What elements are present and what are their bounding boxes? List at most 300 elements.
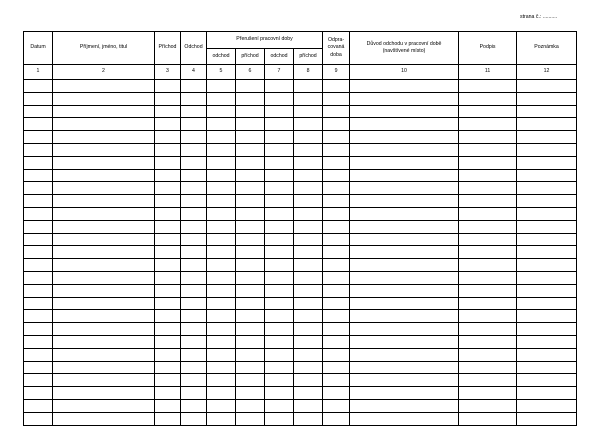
table-cell[interactable]: [236, 259, 265, 272]
table-cell[interactable]: [517, 195, 577, 208]
table-cell[interactable]: [350, 156, 459, 169]
table-cell[interactable]: [181, 143, 207, 156]
table-cell[interactable]: [350, 105, 459, 118]
table-cell[interactable]: [236, 412, 265, 425]
table-cell[interactable]: [207, 259, 236, 272]
table-cell[interactable]: [181, 156, 207, 169]
table-cell[interactable]: [24, 335, 53, 348]
table-cell[interactable]: [24, 92, 53, 105]
table-cell[interactable]: [53, 207, 155, 220]
table-cell[interactable]: [207, 323, 236, 336]
table-cell[interactable]: [265, 118, 294, 131]
table-cell[interactable]: [350, 310, 459, 323]
table-cell[interactable]: [155, 182, 181, 195]
table-cell[interactable]: [517, 182, 577, 195]
table-cell[interactable]: [155, 246, 181, 259]
table-cell[interactable]: [53, 399, 155, 412]
table-cell[interactable]: [207, 220, 236, 233]
table-cell[interactable]: [236, 348, 265, 361]
table-cell[interactable]: [459, 92, 517, 105]
table-cell[interactable]: [24, 323, 53, 336]
table-cell[interactable]: [517, 310, 577, 323]
table-cell[interactable]: [53, 412, 155, 425]
table-cell[interactable]: [53, 387, 155, 400]
table-cell[interactable]: [294, 412, 323, 425]
table-cell[interactable]: [350, 259, 459, 272]
table-cell[interactable]: [265, 387, 294, 400]
table-cell[interactable]: [155, 105, 181, 118]
table-cell[interactable]: [265, 92, 294, 105]
table-cell[interactable]: [517, 220, 577, 233]
table-cell[interactable]: [459, 271, 517, 284]
table-cell[interactable]: [155, 169, 181, 182]
table-cell[interactable]: [350, 284, 459, 297]
table-cell[interactable]: [207, 118, 236, 131]
table-cell[interactable]: [155, 310, 181, 323]
table-cell[interactable]: [350, 348, 459, 361]
table-cell[interactable]: [459, 297, 517, 310]
table-cell[interactable]: [459, 361, 517, 374]
table-cell[interactable]: [53, 233, 155, 246]
table-cell[interactable]: [265, 143, 294, 156]
table-cell[interactable]: [181, 182, 207, 195]
table-cell[interactable]: [24, 246, 53, 259]
table-cell[interactable]: [323, 80, 350, 93]
table-cell[interactable]: [459, 182, 517, 195]
table-cell[interactable]: [517, 271, 577, 284]
table-cell[interactable]: [350, 387, 459, 400]
table-cell[interactable]: [207, 233, 236, 246]
table-cell[interactable]: [265, 220, 294, 233]
table-cell[interactable]: [181, 374, 207, 387]
table-cell[interactable]: [236, 156, 265, 169]
table-cell[interactable]: [517, 169, 577, 182]
table-cell[interactable]: [323, 374, 350, 387]
table-cell[interactable]: [207, 207, 236, 220]
table-cell[interactable]: [24, 399, 53, 412]
table-cell[interactable]: [265, 156, 294, 169]
table-cell[interactable]: [236, 92, 265, 105]
table-cell[interactable]: [350, 323, 459, 336]
table-cell[interactable]: [517, 335, 577, 348]
table-cell[interactable]: [181, 310, 207, 323]
table-cell[interactable]: [24, 220, 53, 233]
table-cell[interactable]: [53, 271, 155, 284]
table-cell[interactable]: [350, 182, 459, 195]
table-cell[interactable]: [181, 335, 207, 348]
table-cell[interactable]: [155, 399, 181, 412]
table-cell[interactable]: [459, 143, 517, 156]
table-cell[interactable]: [181, 323, 207, 336]
table-cell[interactable]: [459, 195, 517, 208]
table-cell[interactable]: [181, 361, 207, 374]
table-cell[interactable]: [350, 118, 459, 131]
table-cell[interactable]: [350, 246, 459, 259]
table-cell[interactable]: [155, 195, 181, 208]
table-cell[interactable]: [207, 374, 236, 387]
table-cell[interactable]: [236, 233, 265, 246]
table-cell[interactable]: [207, 399, 236, 412]
table-cell[interactable]: [459, 118, 517, 131]
table-cell[interactable]: [236, 105, 265, 118]
table-cell[interactable]: [181, 387, 207, 400]
table-cell[interactable]: [53, 182, 155, 195]
table-cell[interactable]: [207, 131, 236, 144]
table-cell[interactable]: [155, 412, 181, 425]
table-cell[interactable]: [459, 233, 517, 246]
table-cell[interactable]: [459, 348, 517, 361]
table-cell[interactable]: [155, 143, 181, 156]
table-cell[interactable]: [24, 310, 53, 323]
table-cell[interactable]: [24, 348, 53, 361]
table-cell[interactable]: [24, 105, 53, 118]
table-cell[interactable]: [181, 118, 207, 131]
table-cell[interactable]: [155, 207, 181, 220]
table-cell[interactable]: [53, 361, 155, 374]
table-cell[interactable]: [53, 169, 155, 182]
table-cell[interactable]: [236, 80, 265, 93]
table-cell[interactable]: [459, 399, 517, 412]
table-cell[interactable]: [350, 220, 459, 233]
table-cell[interactable]: [236, 284, 265, 297]
table-cell[interactable]: [294, 182, 323, 195]
table-cell[interactable]: [323, 297, 350, 310]
table-cell[interactable]: [459, 246, 517, 259]
table-cell[interactable]: [350, 233, 459, 246]
table-cell[interactable]: [24, 387, 53, 400]
table-cell[interactable]: [265, 259, 294, 272]
table-cell[interactable]: [207, 246, 236, 259]
table-cell[interactable]: [53, 335, 155, 348]
table-cell[interactable]: [207, 195, 236, 208]
table-cell[interactable]: [155, 387, 181, 400]
table-cell[interactable]: [155, 361, 181, 374]
table-cell[interactable]: [459, 169, 517, 182]
table-cell[interactable]: [294, 374, 323, 387]
table-cell[interactable]: [236, 361, 265, 374]
table-cell[interactable]: [517, 297, 577, 310]
table-cell[interactable]: [53, 80, 155, 93]
table-cell[interactable]: [265, 182, 294, 195]
table-cell[interactable]: [181, 297, 207, 310]
table-cell[interactable]: [265, 195, 294, 208]
table-cell[interactable]: [265, 131, 294, 144]
table-cell[interactable]: [181, 169, 207, 182]
table-cell[interactable]: [53, 297, 155, 310]
table-cell[interactable]: [517, 374, 577, 387]
table-cell[interactable]: [155, 92, 181, 105]
table-cell[interactable]: [181, 195, 207, 208]
table-cell[interactable]: [236, 399, 265, 412]
table-cell[interactable]: [24, 412, 53, 425]
table-cell[interactable]: [155, 348, 181, 361]
table-cell[interactable]: [350, 374, 459, 387]
table-cell[interactable]: [265, 412, 294, 425]
table-cell[interactable]: [323, 387, 350, 400]
table-cell[interactable]: [350, 195, 459, 208]
table-cell[interactable]: [53, 118, 155, 131]
table-cell[interactable]: [24, 207, 53, 220]
table-cell[interactable]: [517, 92, 577, 105]
table-cell[interactable]: [181, 246, 207, 259]
table-cell[interactable]: [155, 284, 181, 297]
table-cell[interactable]: [294, 348, 323, 361]
table-cell[interactable]: [155, 259, 181, 272]
table-cell[interactable]: [236, 195, 265, 208]
table-cell[interactable]: [294, 80, 323, 93]
table-cell[interactable]: [459, 284, 517, 297]
table-cell[interactable]: [24, 182, 53, 195]
table-cell[interactable]: [155, 233, 181, 246]
table-cell[interactable]: [265, 335, 294, 348]
table-cell[interactable]: [459, 105, 517, 118]
table-cell[interactable]: [24, 361, 53, 374]
table-cell[interactable]: [294, 92, 323, 105]
table-cell[interactable]: [294, 143, 323, 156]
table-cell[interactable]: [155, 297, 181, 310]
table-cell[interactable]: [294, 297, 323, 310]
table-cell[interactable]: [265, 207, 294, 220]
table-cell[interactable]: [265, 374, 294, 387]
table-cell[interactable]: [517, 387, 577, 400]
table-cell[interactable]: [517, 246, 577, 259]
table-cell[interactable]: [294, 323, 323, 336]
table-cell[interactable]: [155, 374, 181, 387]
table-cell[interactable]: [155, 156, 181, 169]
table-cell[interactable]: [517, 259, 577, 272]
table-cell[interactable]: [207, 80, 236, 93]
table-cell[interactable]: [517, 412, 577, 425]
table-cell[interactable]: [181, 271, 207, 284]
table-cell[interactable]: [517, 233, 577, 246]
table-cell[interactable]: [459, 412, 517, 425]
table-cell[interactable]: [323, 131, 350, 144]
table-cell[interactable]: [53, 246, 155, 259]
table-cell[interactable]: [350, 271, 459, 284]
table-cell[interactable]: [323, 118, 350, 131]
table-cell[interactable]: [265, 361, 294, 374]
table-cell[interactable]: [323, 361, 350, 374]
table-cell[interactable]: [323, 105, 350, 118]
table-cell[interactable]: [517, 131, 577, 144]
table-cell[interactable]: [24, 297, 53, 310]
table-cell[interactable]: [24, 143, 53, 156]
table-cell[interactable]: [24, 169, 53, 182]
table-cell[interactable]: [517, 399, 577, 412]
table-cell[interactable]: [53, 323, 155, 336]
table-cell[interactable]: [265, 105, 294, 118]
table-cell[interactable]: [24, 156, 53, 169]
table-cell[interactable]: [459, 335, 517, 348]
table-cell[interactable]: [294, 310, 323, 323]
table-cell[interactable]: [294, 195, 323, 208]
table-cell[interactable]: [181, 207, 207, 220]
table-cell[interactable]: [517, 361, 577, 374]
table-cell[interactable]: [323, 348, 350, 361]
table-cell[interactable]: [294, 118, 323, 131]
table-cell[interactable]: [155, 271, 181, 284]
table-cell[interactable]: [236, 169, 265, 182]
table-cell[interactable]: [236, 271, 265, 284]
table-cell[interactable]: [24, 374, 53, 387]
table-cell[interactable]: [53, 195, 155, 208]
table-cell[interactable]: [236, 246, 265, 259]
table-cell[interactable]: [294, 233, 323, 246]
table-cell[interactable]: [207, 335, 236, 348]
table-cell[interactable]: [24, 233, 53, 246]
table-cell[interactable]: [323, 284, 350, 297]
table-cell[interactable]: [24, 80, 53, 93]
table-cell[interactable]: [155, 323, 181, 336]
table-cell[interactable]: [53, 105, 155, 118]
table-cell[interactable]: [24, 131, 53, 144]
table-cell[interactable]: [323, 310, 350, 323]
table-cell[interactable]: [207, 361, 236, 374]
table-cell[interactable]: [181, 220, 207, 233]
table-cell[interactable]: [294, 105, 323, 118]
table-cell[interactable]: [207, 156, 236, 169]
table-cell[interactable]: [207, 348, 236, 361]
table-cell[interactable]: [155, 118, 181, 131]
table-cell[interactable]: [294, 259, 323, 272]
table-cell[interactable]: [323, 195, 350, 208]
table-cell[interactable]: [323, 143, 350, 156]
table-cell[interactable]: [207, 310, 236, 323]
table-cell[interactable]: [207, 169, 236, 182]
table-cell[interactable]: [236, 335, 265, 348]
table-cell[interactable]: [517, 323, 577, 336]
table-cell[interactable]: [517, 80, 577, 93]
table-cell[interactable]: [350, 92, 459, 105]
table-cell[interactable]: [517, 284, 577, 297]
table-cell[interactable]: [181, 233, 207, 246]
table-cell[interactable]: [181, 80, 207, 93]
table-cell[interactable]: [24, 118, 53, 131]
table-cell[interactable]: [53, 131, 155, 144]
table-cell[interactable]: [265, 297, 294, 310]
table-cell[interactable]: [207, 284, 236, 297]
table-cell[interactable]: [517, 348, 577, 361]
table-cell[interactable]: [350, 361, 459, 374]
table-cell[interactable]: [294, 156, 323, 169]
table-cell[interactable]: [265, 284, 294, 297]
table-cell[interactable]: [265, 246, 294, 259]
table-cell[interactable]: [265, 399, 294, 412]
table-cell[interactable]: [350, 207, 459, 220]
table-cell[interactable]: [459, 310, 517, 323]
table-cell[interactable]: [323, 92, 350, 105]
table-cell[interactable]: [350, 169, 459, 182]
table-cell[interactable]: [350, 297, 459, 310]
table-cell[interactable]: [517, 156, 577, 169]
table-cell[interactable]: [294, 220, 323, 233]
table-cell[interactable]: [236, 374, 265, 387]
table-cell[interactable]: [53, 310, 155, 323]
table-cell[interactable]: [323, 335, 350, 348]
table-cell[interactable]: [155, 80, 181, 93]
table-cell[interactable]: [459, 207, 517, 220]
table-cell[interactable]: [459, 131, 517, 144]
table-cell[interactable]: [207, 143, 236, 156]
table-cell[interactable]: [181, 92, 207, 105]
table-cell[interactable]: [53, 348, 155, 361]
table-cell[interactable]: [181, 284, 207, 297]
table-cell[interactable]: [53, 156, 155, 169]
table-cell[interactable]: [265, 169, 294, 182]
table-cell[interactable]: [207, 412, 236, 425]
table-cell[interactable]: [323, 207, 350, 220]
table-cell[interactable]: [459, 156, 517, 169]
table-cell[interactable]: [323, 169, 350, 182]
table-cell[interactable]: [181, 105, 207, 118]
table-cell[interactable]: [207, 271, 236, 284]
table-cell[interactable]: [294, 284, 323, 297]
table-cell[interactable]: [155, 335, 181, 348]
table-cell[interactable]: [323, 259, 350, 272]
table-cell[interactable]: [236, 310, 265, 323]
table-cell[interactable]: [236, 220, 265, 233]
table-cell[interactable]: [24, 271, 53, 284]
table-cell[interactable]: [294, 399, 323, 412]
table-cell[interactable]: [517, 118, 577, 131]
table-cell[interactable]: [53, 284, 155, 297]
table-cell[interactable]: [459, 323, 517, 336]
table-cell[interactable]: [294, 246, 323, 259]
table-cell[interactable]: [517, 143, 577, 156]
table-cell[interactable]: [294, 271, 323, 284]
table-cell[interactable]: [323, 399, 350, 412]
table-cell[interactable]: [236, 143, 265, 156]
table-cell[interactable]: [350, 131, 459, 144]
table-cell[interactable]: [236, 297, 265, 310]
table-cell[interactable]: [207, 297, 236, 310]
table-cell[interactable]: [236, 131, 265, 144]
table-cell[interactable]: [294, 169, 323, 182]
table-cell[interactable]: [207, 105, 236, 118]
table-cell[interactable]: [181, 412, 207, 425]
table-cell[interactable]: [181, 259, 207, 272]
table-cell[interactable]: [459, 374, 517, 387]
table-cell[interactable]: [236, 323, 265, 336]
table-cell[interactable]: [323, 323, 350, 336]
table-cell[interactable]: [24, 195, 53, 208]
table-cell[interactable]: [181, 348, 207, 361]
table-cell[interactable]: [459, 259, 517, 272]
table-cell[interactable]: [265, 80, 294, 93]
table-cell[interactable]: [459, 387, 517, 400]
table-cell[interactable]: [24, 259, 53, 272]
table-cell[interactable]: [53, 220, 155, 233]
table-cell[interactable]: [350, 399, 459, 412]
table-cell[interactable]: [236, 118, 265, 131]
table-cell[interactable]: [53, 259, 155, 272]
table-cell[interactable]: [294, 387, 323, 400]
table-cell[interactable]: [53, 92, 155, 105]
table-cell[interactable]: [323, 182, 350, 195]
table-cell[interactable]: [155, 220, 181, 233]
table-cell[interactable]: [207, 92, 236, 105]
table-cell[interactable]: [155, 131, 181, 144]
table-cell[interactable]: [181, 131, 207, 144]
table-cell[interactable]: [350, 412, 459, 425]
table-cell[interactable]: [294, 335, 323, 348]
table-cell[interactable]: [294, 361, 323, 374]
table-cell[interactable]: [265, 271, 294, 284]
table-cell[interactable]: [323, 246, 350, 259]
table-cell[interactable]: [265, 310, 294, 323]
table-cell[interactable]: [323, 233, 350, 246]
table-cell[interactable]: [265, 348, 294, 361]
